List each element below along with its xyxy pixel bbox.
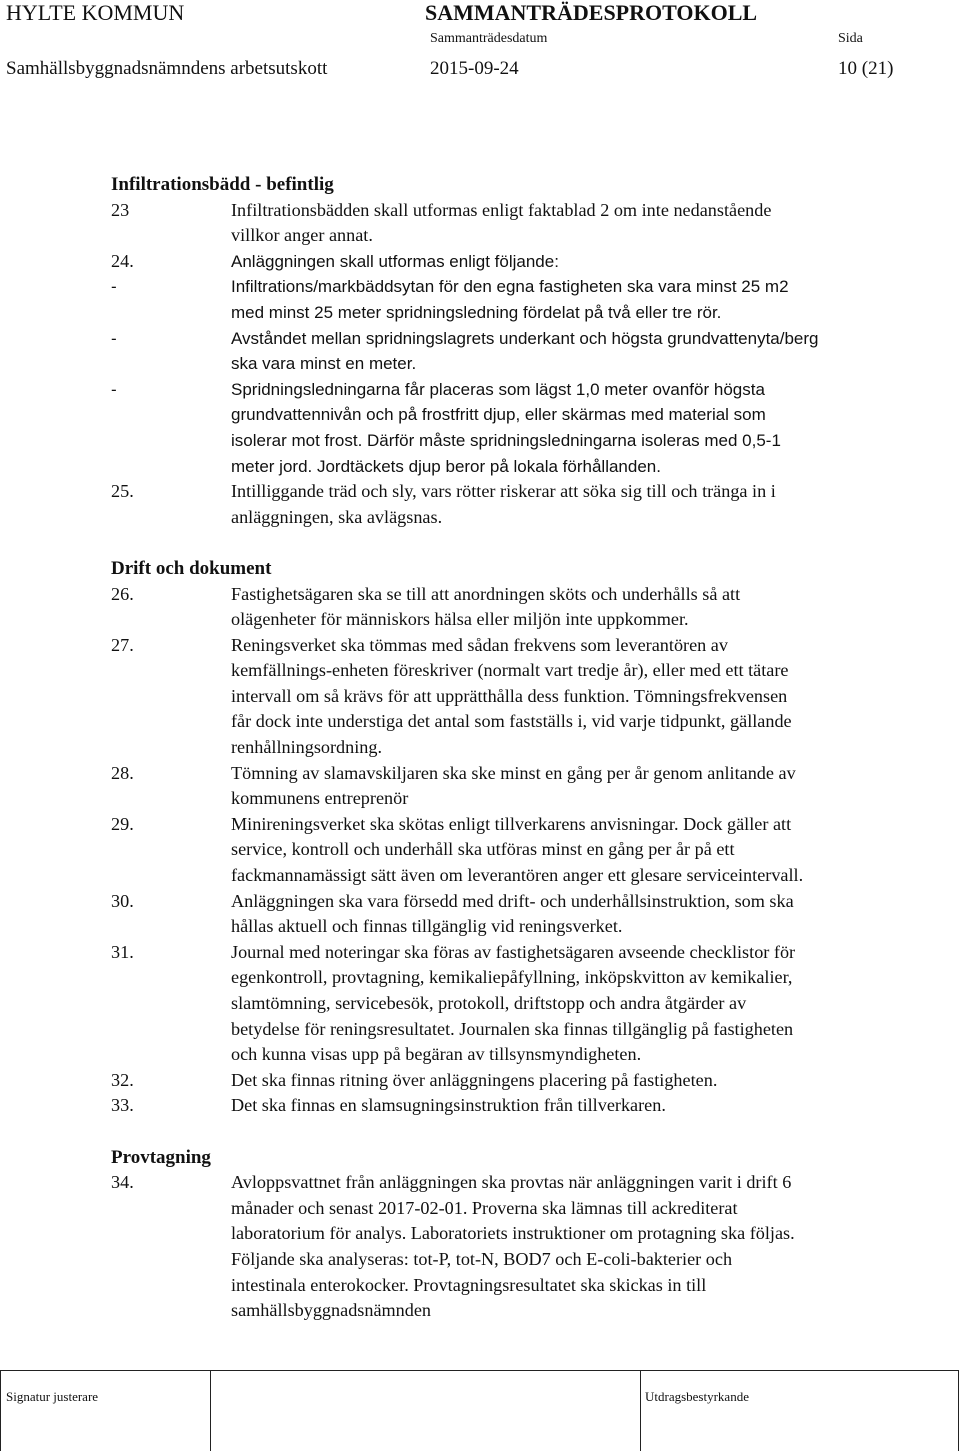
item-number: 26.: [111, 583, 134, 604]
item-text-line: betydelse för reningsresultatet. Journalen ska finnas tillgänglig på fastigheten: [231, 1018, 794, 1039]
list-item: [111, 274, 941, 325]
item-text-line: Det ska finnas en slamsugningsinstruktion från tillverkaren.: [231, 1095, 666, 1116]
item-text-line: Intilliggande träd och sly, vars rötter riskerar att söka sig till och tränga in i: [231, 481, 776, 502]
committee-name: Samhällsbyggnadsnämndens arbetsutskott: [6, 58, 328, 79]
list-item: [111, 249, 941, 275]
item-number: 33.: [111, 1095, 134, 1116]
item-text-line: Avloppsvattnet från anläggningen ska provtas när anläggningen varit i drift 6: [231, 1172, 792, 1193]
extract-label: Utdragsbestyrkande: [645, 1389, 749, 1404]
item-text-line: anläggningen, ska avlägsnas.: [231, 506, 443, 527]
item-text-line: samhällsbyggnadsnämnden: [231, 1300, 432, 1321]
item-number: 34.: [111, 1172, 134, 1193]
list-item: [111, 889, 941, 940]
item-text-line: egenkontroll, provtagning, kemikaliepåfyllning, inköpskvitton av kemikalier,: [231, 967, 793, 988]
item-number: 25.: [111, 481, 134, 502]
item-text-line: meter jord. Jordtäckets djup beror på lokala förhållanden.: [231, 456, 661, 476]
list-item: [111, 940, 941, 1068]
section-heading: Provtagning: [111, 1146, 211, 1168]
item-text-line: intestinala enterokocker. Provtagningsresultatet ska skickas in till: [231, 1274, 707, 1295]
date-label: Sammanträdesdatum: [430, 31, 548, 46]
organization-name: HYLTE KOMMUN: [6, 0, 185, 25]
item-text-line: Fastighetsägaren ska se till att anordningen sköts och underhålls så att: [231, 583, 741, 604]
signature-label: Signatur justerare: [6, 1389, 99, 1404]
item-text-line: Anläggningen skall utformas enligt följande:: [231, 251, 559, 271]
item-text-line: med minst 25 meter spridningsledning fördelat på två eller tre rör.: [231, 302, 722, 322]
item-text-line: får dock inte understiga det antal som fastställs i, vid varje tidpunkt, gällande: [231, 711, 792, 732]
list-item: [111, 761, 941, 812]
item-text-line: ska vara minst en meter.: [231, 354, 417, 374]
item-number: 23: [111, 199, 130, 220]
item-number: 27.: [111, 634, 134, 655]
list-item: [111, 377, 941, 479]
signature-footer: [0, 1370, 959, 1451]
list-item: [111, 812, 941, 889]
footer-divider: [958, 1371, 959, 1451]
section-heading: Infiltrationsbädd - befintlig: [111, 174, 334, 195]
footer-divider: [0, 1371, 1, 1451]
item-number: 29.: [111, 813, 134, 834]
item-number: 28.: [111, 762, 134, 783]
list-item: [111, 1093, 941, 1119]
item-text-line: service, kontroll och underhåll ska utföras minst en gång per år på ett: [231, 839, 735, 860]
item-text-line: Minireningsverket ska skötas enligt tillverkarens anvisningar. Dock gäller att: [231, 813, 792, 834]
item-text-line: Spridningsledningarna får placeras som lägst 1,0 meter ovanför högsta: [231, 379, 765, 399]
dash-marker: -: [111, 328, 117, 348]
item-text-line: och kunna visas upp på begäran av tillsynsmyndigheten.: [231, 1044, 642, 1065]
dash-marker: -: [111, 277, 117, 297]
item-text-line: kemfällnings-enheten föreskriver (normalt vart tredje år), eller med ett tätare: [231, 660, 789, 681]
item-text-line: slamtömning, servicebesök, protokoll, driftstopp och andra åtgärder av: [231, 993, 747, 1013]
item-text-line: Infiltrationsbädden skall utformas enligt faktablad 2 om inte nedanstående: [231, 199, 772, 220]
list-item: [111, 582, 941, 633]
item-text-line: Avståndet mellan spridningslagrets underkant och högsta grundvattenyta/berg: [231, 328, 819, 348]
document-type: SAMMANTRÄDESPROTOKOLL: [425, 0, 758, 25]
list-item: [111, 198, 941, 249]
footer-divider: [210, 1371, 211, 1451]
item-text-line: Tömning av slamavskiljaren ska ske minst en gång per år genom anlitande av: [231, 762, 796, 783]
item-text-line: hållas aktuell och finnas tillgänglig vid reningsverket.: [231, 916, 623, 937]
item-text-line: grundvattennivån och på frostfritt djup, eller skärmas med material som: [231, 405, 766, 425]
item-text-line: renhållningsordning.: [231, 737, 383, 758]
item-number: 24.: [111, 250, 134, 271]
item-text-line: Anläggningen ska vara försedd med drift- och underhållsinstruktion, som ska: [231, 890, 794, 911]
section-heading: Drift och dokument: [111, 557, 272, 579]
item-text-line: Reningsverket ska tömmas med sådan frekvens som leverantören av: [231, 634, 728, 655]
item-text-line: fackmannamässigt sätt även om leverantören anger ett glesare serviceintervall.: [231, 865, 804, 886]
dash-marker: -: [111, 379, 117, 399]
item-text-line: kommunens entreprenör: [231, 788, 409, 809]
item-text-line: laboratorium för analys. Laboratoriets instruktioner om protagning ska följas.: [231, 1223, 795, 1244]
item-number: 32.: [111, 1069, 134, 1090]
list-item: [111, 633, 941, 761]
page-label: Sida: [838, 31, 863, 46]
list-item: [111, 479, 941, 530]
item-text-line: Det ska finnas ritning över anläggningens placering på fastigheten.: [231, 1069, 718, 1090]
document-body: [111, 172, 941, 1324]
item-text-line: månader och senast 2017-02-01. Proverna ska lämnas till ackrediterat: [231, 1197, 738, 1218]
list-item: [111, 326, 941, 377]
meeting-date: 2015-09-24: [430, 58, 519, 79]
footer-divider: [640, 1371, 641, 1451]
item-text-line: Journal med noteringar ska föras av fastighetsägaren avseende checklistor för: [231, 941, 796, 962]
list-item: [111, 1068, 941, 1094]
item-text-line: villkor anger annat.: [231, 225, 373, 246]
item-text-line: Följande ska analyseras: tot-P, tot-N, BOD7 och E-coli-bakterier och: [231, 1248, 733, 1269]
item-text-line: olägenheter för människors hälsa eller miljön inte uppkommer.: [231, 609, 689, 630]
list-item: [111, 1170, 941, 1324]
item-text-line: intervall om så krävs för att upprätthålla dess funktion. Tömningsfrekvensen: [231, 685, 788, 706]
item-text-line: Infiltrations/markbäddsytan för den egna fastigheten ska vara minst 25 m2: [231, 277, 789, 297]
page-number: 10 (21): [838, 58, 894, 79]
item-number: 31.: [111, 941, 134, 962]
item-number: 30.: [111, 890, 134, 911]
item-text-line: isolerar mot frost. Därför måste spridningsledningarna isoleras med 0,5-1: [231, 430, 781, 450]
